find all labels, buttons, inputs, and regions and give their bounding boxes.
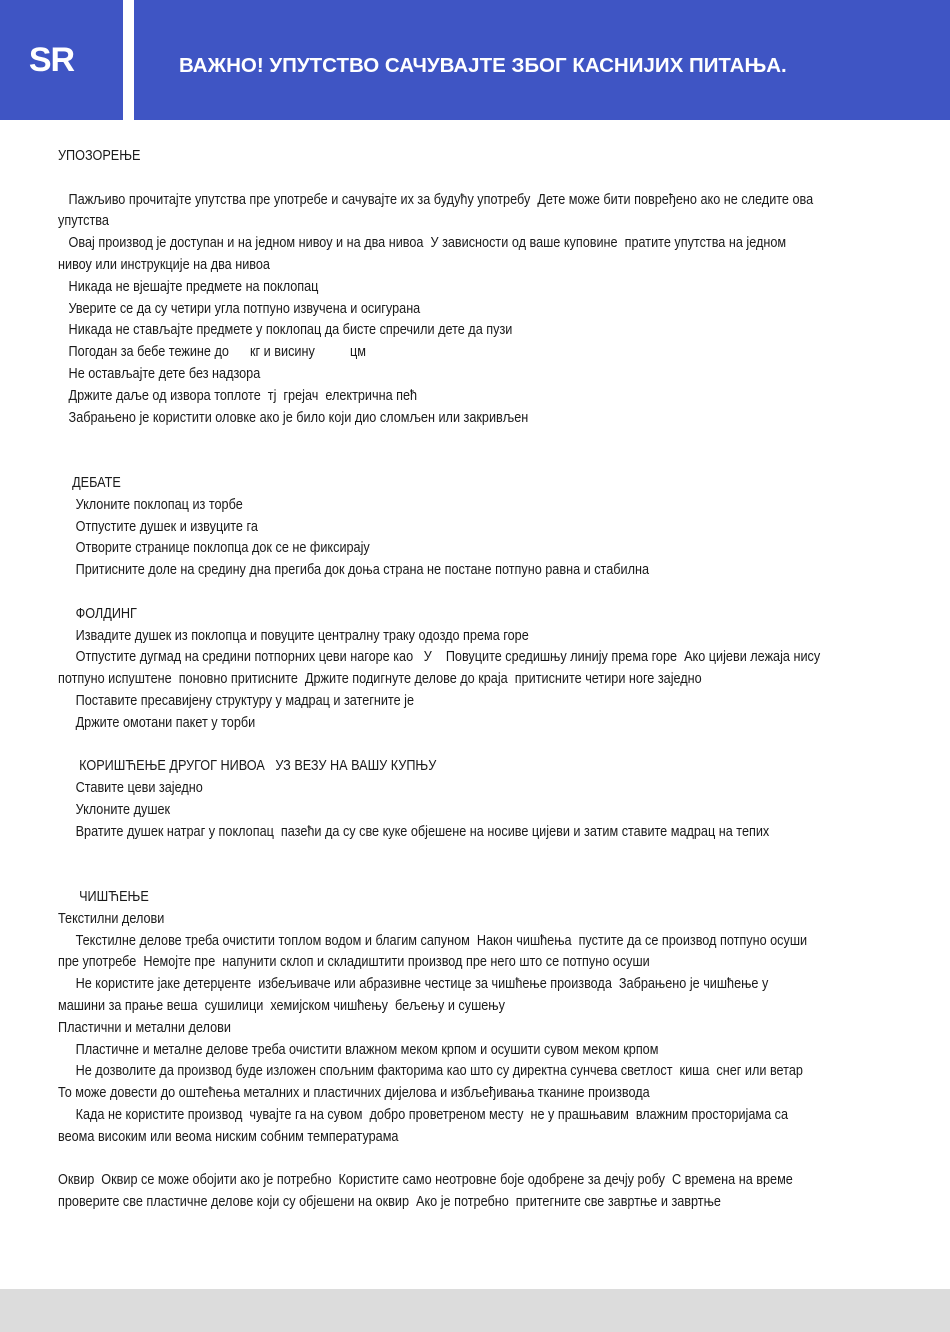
text-line: пре употребе Немојте пре напунити склоп и складиштити производ пре него што се потпуно осуши (58, 954, 650, 971)
text-line: Текстилне делове треба очистити топлом водом и благим сапуном Након чишћења пустите да се производ потпуно осуши (58, 932, 808, 949)
text-line: Отпустите дугмад на средини потпорних цеви нагоре као У Повуците средишњу линију према горе Ако цијеви лежаја нису (58, 649, 821, 666)
text-line (58, 451, 892, 473)
page-title: ВАЖНО! УПУТСТВО САЧУВАЈТЕ ЗБОГ КАСНИЈИХ ПИТАЊА. (179, 54, 787, 77)
text-line: Не дозволите да производ буде изложен спољним факторима као што су директна сунчева светлост киша снег или ветар (58, 1063, 803, 1080)
text-line: Пластични и метални делови (58, 1019, 231, 1036)
text-line (58, 1149, 892, 1171)
text-line: Држите омотани пакет у торби (58, 714, 256, 731)
text-line (58, 582, 892, 604)
text-line (58, 735, 892, 757)
text-line: Оквир Оквир се може обојити ако је потребно Користите само неотровне боје одобрене за дечју робу С времена на време (58, 1172, 793, 1189)
text-line: Уклоните душек (58, 801, 171, 818)
text-line: Никада не стављајте предмете у поклопац да бисте спречили дете да пузи (58, 322, 513, 339)
text-line: Пажљиво прочитајте упутства пре употребе и сачувајте их за будућу употребу Дете може бити повређено ако не следите ова (58, 191, 814, 208)
text-line: Овај производ је доступан и на једном нивоу и на два нивоа У зависности од ваше куповине пратите упутства на једном (58, 235, 787, 252)
language-badge (0, 0, 123, 120)
text-line: Ставите цеви заједно (58, 780, 203, 797)
text-line: Не користите јаке детерџенте избељиваче или абразивне честице за чишћење производа Забрањено је чишћење у (58, 976, 769, 993)
text-line: Пластичне и металне делове треба очистити влажном меком крпом и осушити сувом меком крпом (58, 1041, 659, 1058)
document-body (58, 146, 892, 1214)
text-line: нивоу или инструкције на два нивоа (58, 256, 270, 273)
text-line: веома високим или веома ниским собним температурама (58, 1128, 399, 1145)
text-line: Вратите душек натраг у поклопац пазећи да су све куке објешене на носиве цијеви и затим ставите мадрац на тепих (58, 823, 770, 840)
text-line: машини за прање веша сушилици хемијском чишћењу бељењу и сушењу (58, 998, 505, 1015)
text-line: ДЕБАТЕ (58, 474, 121, 491)
text-line: проверите све пластичне делове који су објешени на оквир Ако је потребно притегните све завртње и завртње (58, 1194, 721, 1211)
language-code: SR (28, 40, 75, 79)
footer-bar (0, 1289, 950, 1332)
text-line: Никада не вјешајте предмете на поклопац (58, 278, 319, 295)
text-line: Текстилни делови (58, 910, 165, 927)
text-line: Забрањено је користити оловке ако је било који дио сломљен или закривљен (58, 409, 529, 426)
text-line: Погодан за бебе тежине до кг и висину цм (58, 344, 366, 361)
text-line: УПОЗОРЕЊЕ (58, 148, 141, 164)
text-line: Отворите странице поклопца док се не фиксирају (58, 540, 370, 557)
text-line: ЧИШЋЕЊЕ (58, 889, 149, 906)
text-line (58, 844, 892, 866)
text-line (58, 168, 892, 190)
text-line: Уклоните поклопац из торбе (58, 496, 243, 513)
text-line: Уверите се да су четири угла потпуно извучена и осигурана (58, 300, 421, 317)
text-line: Притисните доле на средину дна прегиба док доња страна не постане потпуно равна и стабилна (58, 562, 650, 579)
text-line (58, 429, 892, 451)
text-line: То може довести до оштећења металних и пластичних дијелова и избљеђивања тканине производа (58, 1085, 650, 1102)
text-line (58, 865, 892, 887)
title-banner (134, 0, 950, 120)
text-line: Не остављајте дете без надзора (58, 365, 261, 382)
text-line: Извадите душек из поклопца и повуците централну траку одоздо према горе (58, 627, 529, 644)
text-line: КОРИШЋЕЊЕ ДРУГОГ НИВОА УЗ ВЕЗУ НА ВАШУ КУПЊУ (58, 758, 437, 775)
text-line: Поставите пресавијену структуру у мадрац и затегните је (58, 692, 415, 709)
page-header (0, 0, 950, 120)
text-line: Држите даље од извора топлоте тј грејач електрична пећ (58, 387, 418, 404)
text-line: Отпустите душек и извуците га (58, 518, 258, 535)
text-line: потпуно испуштене поновно притисните Држите подигнуте делове до краја притисните четири ноге заједно (58, 671, 702, 688)
text-line: упутства (58, 213, 109, 230)
text-line: Када не користите производ чувајте га на сувом добро проветреном месту не у прашњавим влажним просторијама са (58, 1107, 789, 1124)
text-line: ФОЛДИНГ (58, 605, 137, 622)
